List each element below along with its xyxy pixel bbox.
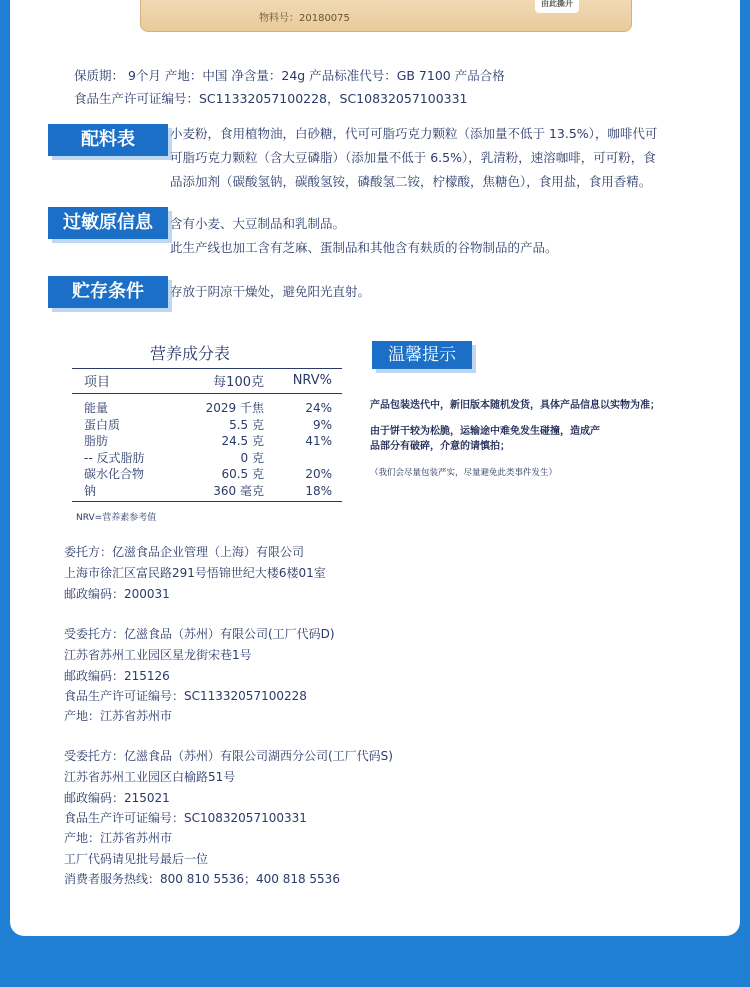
nutrient-nrv: 20%: [305, 467, 332, 481]
ingredients-line: 小麦粉，食用植物油，白砂糖，代可可脂巧克力颗粒（添加量不低于 13.5%），咖啡代可: [170, 126, 658, 141]
nutrient-nrv: 41%: [305, 434, 332, 448]
allergen-label: 过敏原信息: [48, 207, 168, 239]
nutrient-amount: 60.5 克: [221, 467, 264, 481]
factory-code-note: 工厂代码请见批号最后一位: [64, 852, 209, 866]
nutrition-title: 营养成分表: [150, 344, 231, 363]
service-hotline: 消费者服务热线：800 810 5536；400 818 5536: [64, 872, 340, 886]
ingredients-label: 配料表: [48, 124, 168, 156]
nutrient-amount: 2029 千焦: [205, 401, 264, 415]
nutrient-amount: 24.5 克: [221, 434, 264, 448]
tip-packaging: 产品包装迭代中，新旧版本随机发货，具体产品信息以实物为准；: [370, 400, 660, 411]
column-header: 项目: [72, 369, 179, 394]
shelf-life-line: 保质期： 9个月 产地：中国 净含量：24g 产品标准代号：GB 7100 产品合格: [74, 68, 505, 83]
factory-d-origin: 产地：江苏省苏州市: [64, 709, 173, 723]
factory-d-postcode: 邮政编码：215126: [64, 669, 170, 683]
nutrient-nrv: [264, 450, 342, 467]
column-header: NRV%: [264, 369, 342, 394]
nutrient-amount: 5.5 克: [229, 417, 264, 432]
nutrient-name: 脂肪: [84, 434, 109, 448]
factory-d-address: 江苏省苏州工业园区星龙街宋巷1号: [64, 648, 252, 662]
table-row: [72, 483, 342, 502]
table-row: [72, 450, 342, 467]
nutrient-name: 钠: [72, 483, 179, 502]
factory-s-address: 江苏省苏州工业园区白榆路51号: [64, 770, 236, 784]
table-row: [72, 417, 342, 434]
license-line: 食品生产许可证编号：SC11332057100228，SC10832057100331: [74, 91, 468, 106]
storage-text: 存放于阴凉干燥处，避免阳光直射。: [170, 284, 371, 299]
tear-here-tag: 由此撕开: [535, 0, 579, 13]
client-address: 上海市徐汇区富民路291号悟锦世纪大楼6楼01室: [64, 566, 326, 580]
storage-label: 贮存条件: [48, 276, 168, 308]
allergen-line: 此生产线也加工含有芝麻、蛋制品和其他含有麸质的谷物制品的产品。: [170, 240, 558, 255]
ingredients-text: [170, 122, 657, 194]
ingredients-line: 品添加剂（碳酸氢钠，碳酸氢铵，磷酸氢二铵，柠檬酸，焦糖色），食用盐，食用香精。: [170, 174, 652, 189]
factory-d-company: 受委托方：亿滋食品（苏州）有限公司(工厂代码D): [64, 627, 335, 641]
client-postcode: 邮政编码：200031: [64, 587, 170, 601]
nutrient-nrv: 9%: [312, 417, 332, 432]
allergen-text: [170, 212, 558, 260]
nutrient-name: 碳水化合物: [84, 467, 145, 481]
nrv-note: NRV=营养素参考值: [76, 513, 157, 523]
nutrient-name: 能量: [84, 401, 109, 415]
factory-d-license: 食品生产许可证编号：SC11332057100228: [64, 689, 307, 703]
factory-s-license: 食品生产许可证编号：SC10832057100331: [64, 811, 307, 825]
nutrient-name: -- 反式脂肪: [84, 450, 145, 465]
nutrient-name: 蛋白质: [84, 417, 121, 432]
table-row: [72, 466, 342, 483]
ingredients-line: 可脂巧克力颗粒（含大豆磷脂）（添加量不低于 6.5%），乳清粉，速溶咖啡，可可粉，食: [170, 150, 656, 165]
client-company: 委托方：亿滋食品企业管理（上海）有限公司: [64, 545, 305, 559]
material-number: 物料号：20180075: [259, 13, 350, 24]
nutrition-header-row: [72, 369, 342, 394]
factory-s-company: 受委托方：亿滋食品（苏州）有限公司湖西分公司(工厂代码S): [64, 749, 393, 763]
factory-s-origin: 产地：江苏省苏州市: [64, 831, 173, 845]
tips-label: 温馨提示: [372, 341, 472, 369]
allergen-line: 含有小麦、大豆制品和乳制品。: [170, 216, 346, 231]
tip-note: （我们会尽量包装严实，尽量避免此类事件发生）: [370, 468, 558, 478]
tip-fragile-1: 由于饼干较为松脆，运输途中难免发生碰撞，造成产: [370, 426, 600, 437]
nutrient-amount: 360 毫克: [179, 483, 264, 502]
package-bottom-image: [140, 0, 632, 32]
factory-s-postcode: 邮政编码：215021: [64, 791, 170, 805]
tip-fragile-2: 品部分有破碎，介意的请慎拍；: [370, 441, 510, 452]
table-row: [72, 394, 342, 417]
table-row: [72, 433, 342, 450]
nutrient-nrv: 24%: [305, 401, 332, 415]
nutrient-nrv: 18%: [264, 483, 342, 502]
nutrient-amount: 0 克: [240, 450, 264, 465]
column-header: 每100克: [179, 369, 264, 394]
nutrition-table: [72, 368, 342, 502]
product-info-card: [10, 0, 740, 936]
